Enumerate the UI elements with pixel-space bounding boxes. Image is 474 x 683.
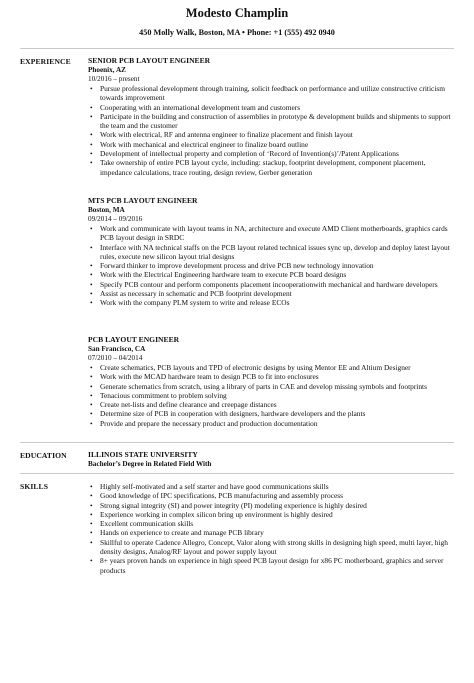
list-item: • Participate in the building and construction of assemblies in prototype & development builds and shipments to support the team and the customer [88,112,458,131]
job-dates: 07/2010 – 04/2014 [88,354,143,362]
list-item: • Assist as necessary in schematic and PCB footprint development [88,289,458,298]
list-item: • Work and communicate with layout teams in NA, architecture and execute AMD Client motherboards, graphics cards PCB layout design in SRDC [88,224,458,243]
job-dates: 09/2014 – 09/2016 [88,215,143,223]
education-entry [88,450,458,469]
list-item: • Hands on experience to create and manage PCB library [88,528,458,537]
job-bullets [88,224,458,308]
section-label-experience: EXPERIENCE [20,57,71,66]
list-item: • Determine size of PCB in cooperation with designers, hardware developers and the plants [88,409,458,418]
list-item: • Work with the Electrical Engineering hardware team to execute PCB board designs [88,270,458,279]
list-item: • Work with the company PLM system to write and release ECOs [88,298,458,307]
list-item: • Skillful to operate Cadence Allegro, Concept, Valor along with strong skills in designing high speed, multi layer, high density designs, Analog/RF layout and power supply layout [88,538,458,557]
list-item: • Work with mechanical and electrical engineer to finalize board outline [88,140,458,149]
list-item: • Work with the MCAD hardware team to design PCB to fit into enclosures [88,372,458,381]
school-name: ILLINOIS STATE UNIVERSITY [88,450,198,459]
list-item: • Experience working in complex silicon bring up environment is highly desired [88,510,458,519]
job-dates: 10/2016 – present [88,75,140,83]
section-label-skills: SKILLS [20,482,49,491]
list-item: • Cooperating with an international development team and customers [88,103,458,112]
job-entry [88,335,458,428]
degree: Bachelor’s Degree in Related Field With [88,460,212,468]
skills-list [88,482,458,575]
skills-entry [88,482,458,575]
list-item: • Excellent communication skills [88,519,458,528]
job-location: Phoenix, AZ [88,66,126,74]
job-title: PCB LAYOUT ENGINEER [88,335,180,344]
candidate-name: Modesto Champlin [185,6,289,20]
job-title: SENIOR PCB LAYOUT ENGINEER [88,56,211,65]
list-item: • Provide and prepare the necessary product and production documentation [88,419,458,428]
list-item: • Work with electrical, RF and antenna engineer to finalize placement and finish layout [88,130,458,139]
divider [20,442,454,443]
section-label-education: EDUCATION [20,451,67,460]
list-item: • Specify PCB contour and perform components placement incooperationwith mechanical and hardware developers [88,280,458,289]
list-item: • Generate schematics from scratch, using a library of parts in CAE and develop missing symbols and footprints [88,382,458,391]
list-item: • Strong signal integrity (SI) and power integrity (PI) modeling experience is highly desired [88,501,458,510]
list-item: • Tenacious commitment to problem solving [88,391,458,400]
job-bullets [88,363,458,428]
list-item: • Good knowledge of IPC specifications, PCB manufacturing and assembly process [88,491,458,500]
divider [20,48,454,49]
list-item: • Create schematics, PCB layouts and TPD of electronic designs by using Mentor EE and Altium Designer [88,363,458,372]
list-item: • Interface with NA technical staffs on the PCB layout related technical issues sync up, develop and deploy latest layout rules, execute new silicon layout trial designs [88,243,458,262]
list-item: • Highly self-motivated and a self starter and have good communications skills [88,482,458,491]
list-item: • Development of intellectual property and completion of ‘Record of Invention(s)’/Patent Applications [88,149,458,158]
list-item: • 8+ years proven hands on experience in high speed PCB layout design for x86 PC motherboard, graphics and server products [88,556,458,575]
job-location: San Francisco, CA [88,345,146,353]
job-location: Boston, MA [88,206,125,214]
divider [20,473,454,474]
job-bullets [88,84,458,177]
contact-line: 450 Molly Walk, Boston, MA • Phone: +1 (555) 492 0940 [139,28,335,37]
job-entry [88,196,458,308]
job-title: MTS PCB LAYOUT ENGINEER [88,196,198,205]
list-item: • Forward thinker to improve development process and drive PCB new technology innovation [88,261,458,270]
job-entry [88,56,458,177]
list-item: • Take ownership of entire PCB layout cycle, including: stackup, footprint development, component placement, impedance calculations, trace routing, design review, Gerber generation [88,158,458,177]
list-item: • Create net-lists and define clearance and creepage distances [88,400,458,409]
list-item: • Pursue professional development through training, solicit feedback on performance and utilize constructive criticism towards improvement [88,84,458,103]
